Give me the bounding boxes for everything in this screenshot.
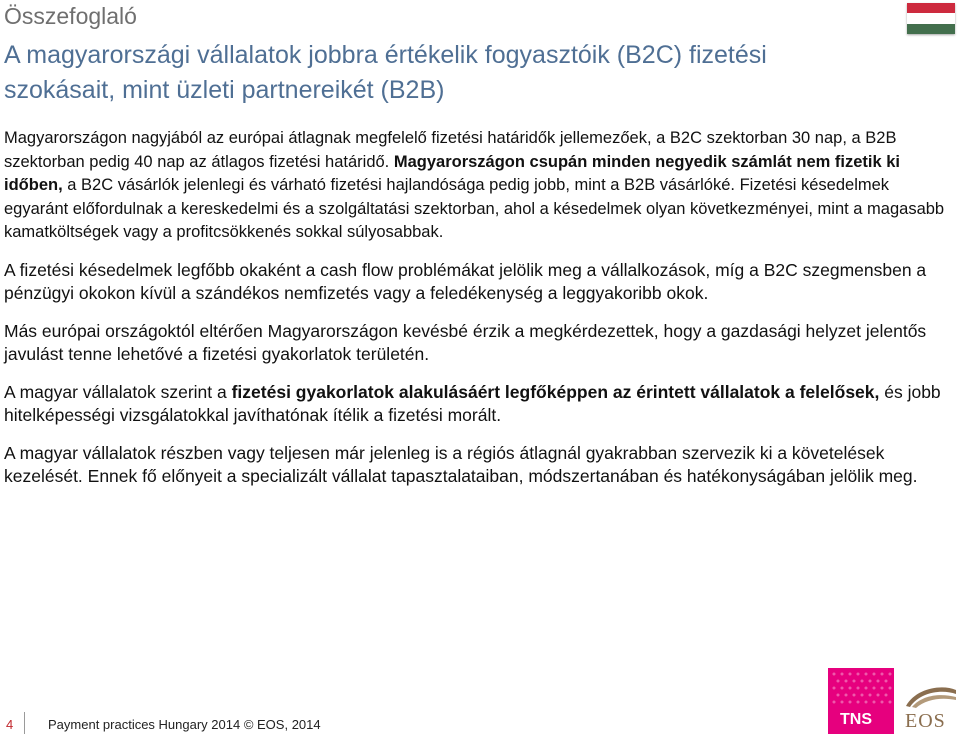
paragraph-1-text-d: Fizetési késedelmek egyaránt előfordulnak a kereskedelmi és a szolgáltatási szektorban, ahol a késedelmek olyan következményei, mint a magasabb kamatköltségek vagy a profitcsökkenés sokkal súlyosabbak.	[4, 176, 945, 241]
footer-page-number: 4	[6, 717, 14, 732]
paragraph-delay-causes: A fizetési késedelmek legfőbb okaként a cash flow problémákat jelölik meg a vállalkozások, míg a B2C szegmensben a pénzügyi okokon kívül a szándékos nemfizetés vagy a feledékenység a leggyakoribb okok.	[4, 259, 927, 303]
paragraph-payment-terms	[4, 127, 954, 245]
paragraph-4-highlight: fizetési gyakorlatok alakulásáért legfőképpen az érintett vállalatok a felelősek,	[231, 381, 880, 402]
eos-logo	[902, 680, 958, 734]
summary-content	[4, 127, 954, 503]
paragraph-4-text-a: A magyar vállalatok szerint a	[4, 381, 232, 402]
eos-logo-mark-icon	[902, 680, 958, 710]
tns-logo-text: TNS	[840, 711, 872, 728]
paragraph-responsibility	[4, 381, 954, 428]
page-headline: A magyarországi vállalatok jobbra értékelik fogyasztóik (B2C) fizetési szokásait, mint üzleti partnereikét (B2B)	[4, 41, 767, 104]
paragraph-1-text-a: Magyarországon nagyjából az európai átlagnak megfelelő fizetési határidők jellemezőek, a B2C szektorban 30 nap, a B2B szektorban pedig 40 nap az átlagos fizetési határidő.	[4, 129, 897, 171]
paragraph-1-highlight: Magyarországon csupán minden negyedik számlát nem fizetik ki időben,	[4, 152, 900, 194]
flag-stripe-white	[907, 13, 955, 23]
paragraph-4-text-c: és jobb hitelképességi vizsgálatokkal javíthatónak ítélik a fizetési morált.	[4, 381, 941, 425]
paragraph-economic-outlook: Más európai országoktól eltérően Magyarországon kevésbé érzik a megkérdezettek, hogy a gazdasági helyzet jelentős javulást tenne lehetővé a fizetési gyakorlatok területén.	[4, 320, 927, 364]
eos-logo-text: EOS	[905, 710, 946, 732]
paragraph-outsourcing: A magyar vállalatok részben vagy teljesen már jelenleg is a régiós átlagnál gyakrabban szervezik ki a követelések kezelését. Ennek fő előnyeit a specializált vállalat tapasztalataiban, módszertanában és hatékonyságában jelölik meg.	[4, 442, 918, 486]
flag-stripe-red	[907, 3, 955, 13]
flag-stripe-green	[907, 24, 955, 34]
tns-logo	[828, 668, 894, 734]
footer-text: Payment practices Hungary 2014 © EOS, 2014	[48, 717, 321, 732]
section-label: Összefoglaló	[4, 3, 137, 29]
hungarian-flag-icon	[907, 3, 955, 34]
footer-divider	[24, 712, 25, 734]
paragraph-1-text-c: a B2C vásárlók jelenlegi és várható fizetési hajlandósága pedig jobb, mint a B2B vásárlóké.	[62, 176, 735, 194]
